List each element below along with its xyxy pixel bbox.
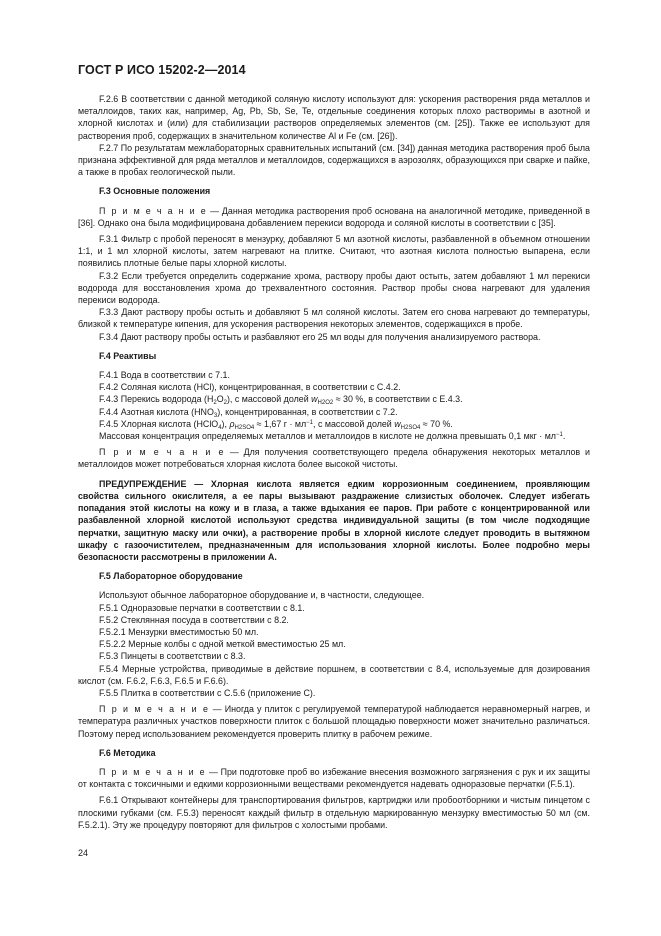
note-label: П р и м е ч а н и е	[99, 766, 207, 777]
paragraph-f2-7: F.2.7 По результатам межлабораторных сравнительных испытаний (см. [34]) данная методика растворения проб была признана эффективной для ряда металлов и металлоидов, содержащихся в аэрозолях, образующихся при сварке и пайке, а также в пробах геологической пыли.	[78, 142, 590, 178]
paragraph-f4-2: F.4.2 Соляная кислота (HCl), концентрированная, в соответствии с С.4.2.	[99, 382, 401, 393]
paragraph-f3-2: F.3.2 Если требуется определить содержание хрома, раствору пробы дают остыть, затем добавляют 1 мл перекиси водорода для восстановления хрома до трехвалентного состояния. Раствор пробы снова нагревают для удаления перекиси водорода.	[78, 270, 590, 306]
paragraph-f3-4: F.3.4 Дают раствору пробы остыть и разбавляют его 25 мл воды для получения анализируемого раствора.	[99, 331, 541, 342]
paragraph-f5-2: F.5.2 Стеклянная посуда в соответствии с 8.2.	[99, 614, 289, 625]
note-f3	[78, 205, 590, 229]
paragraph-f4-4: F.4.4 Азотная кислота $(HNO_3)$, концентрированная, в соответствии с 7.2.	[99, 406, 398, 419]
page-number: 24	[78, 848, 89, 858]
paragraph-f5-4: F.5.4 Мерные устройства, приводимые в действие поршнем, в соответствии с 8.4, используемые для дозирования кислот (см. F.6.2, F.6.3, F.6.5 и F.6.6).	[78, 663, 590, 686]
section-heading-f4: F.4 Реактивы	[99, 350, 157, 361]
paragraph-f5-5: F.5.5 Плитка в соответствии с С.5.6 (приложение С).	[99, 687, 316, 698]
section-heading-f6: F.6 Методика	[99, 747, 156, 758]
note-label: П р и м е ч а н и е	[99, 205, 208, 216]
section-heading-f3: F.3 Основные положения	[99, 186, 211, 197]
paragraph-f5-3: F.5.3 Пинцеты в соответствии с 8.3.	[99, 651, 246, 662]
note-f5	[78, 703, 590, 740]
paragraph-f4-1: F.4.1 Вода в соответствии с 7.1.	[99, 370, 230, 381]
paragraph-f3-1: F.3.1 Фильтр с пробой переносят в мензурку, добавляют 5 мл азотной кислоты, разбавленной в объемном отношении 1:1, и 1 мл хлорной кислоты, затем нагревают на плитке. Считают, что азотная кислота полностью выпарена, если появились плотные белые пары хлорной кислоты.	[78, 234, 590, 269]
note-text: — Данная методика растворения проб основана на аналогичной методике, приведенной в [36]. Однако она была модифицирована добавлением перекиси водорода и соляной кислоты в соответствии с [35].	[78, 205, 590, 228]
paragraph-f4-3: F.4.3 Перекись водорода $(H_2O_2)$, с массовой долей $w_{H2O2} \approx 30$ %, в соответствии с E.4.3.	[99, 394, 463, 407]
section-heading-f5: F.5 Лабораторное оборудование	[99, 571, 243, 582]
document-header: ГОСТ Р ИСО 15202-2—2014	[78, 63, 246, 77]
note-label: П р и м е ч а н и е	[99, 447, 225, 458]
paragraph-f2-6: F.2.6 В соответствии с данной методикой соляную кислоту используют для: ускорения растворения ряда металлов и металлоидов, таких как, например, Ag, Pb, Sb, Se, Te, отдельные соединения которых плохо растворимы в азотной и хлорной кислотах и (или) для стабилизации растворов определяемых элементов (см. [25]). Также ее используют для растворения проб, содержащих в значительном количестве Al и Fe (см. [26]).	[78, 94, 590, 141]
note-f6	[78, 766, 590, 790]
note-label: П р и м е ч а н и е	[99, 704, 210, 715]
note-text: — Для получения соответствующего предела обнаружения некоторых металлов и металлоидов может потребоваться хлорная кислота более высокой чистоты.	[78, 447, 590, 470]
warning-block: ПРЕДУПРЕЖДЕНИЕ — Хлорная кислота является едким коррозионным соединением, проявляющим свойства сильного окислителя, а ее пары вызывают раздражение слизистых оболочек. Следует избегать попадания этой кислоты на кожу и в глаза, а также вдыхания ее паров. При работе с концентрированной или разбавленной хлорной кислотой используют средства индивидуальной защиты (в том числе подходящие перчатки, защитную маску или очки), а растворение пробы в хлорной кислоте следует проводить в вытяжном шкафу с газоочистителем, предназначенным для использования хлорной кислоты. Более подробно меры безопасности рассмотрены в приложении А.	[78, 478, 590, 562]
paragraph-f5-1: F.5.1 Одноразовые перчатки в соответствии с 8.1.	[99, 602, 305, 613]
note-text: — Иногда у плиток с регулируемой температурой наблюдается неравномерный нагрев, и температура различных участков поверхности плиток с большой площадью поверхности может значительно различаться. Поэтому перед использованием рекомендуется проверить плитку в рабочем режиме.	[78, 704, 590, 739]
paragraph-f4-5-mass: Массовая концентрация определяемых металлов и металлоидов в кислоте не должна превышать 0,1 мкг · $мл^{-1}$.	[99, 431, 566, 442]
note-f4	[78, 446, 590, 470]
paragraph-f6-1: F.6.1 Открывают контейнеры для транспортирования фильтров, картриджи или пробоотборники и чистым пинцетом с плоскими губками (см. F.5.3) переносят каждый фильтр в отдельную маркированную мензурку вместимостью 50 мл (см. F.5.2.1). Эту же процедуру повторяют для фильтров с холостыми пробами.	[78, 795, 590, 830]
paragraph-f5-2-2: F.5.2.2 Мерные колбы с одной меткой вместимостью 25 мл.	[99, 639, 346, 650]
document-body	[78, 93, 590, 831]
paragraph-f5-intro: Используют обычное лабораторное оборудование и, в частности, следующее.	[99, 590, 425, 601]
note-text: — При подготовке проб во избежание внесения возможного загрязнения с рук и их защиты от контакта с токсичными и едкими коррозионными веществами рекомендуется надевать одноразовые перчатки (F.5.1).	[78, 766, 590, 790]
paragraph-f3-3: F.3.3 Дают раствору пробы остыть и добавляют 5 мл соляной кислоты. Затем его снова нагревают до температуры, близкой к температуре кипения, для ускорения растворения некоторых элементов, содержащихся в пробе.	[78, 307, 590, 330]
paragraph-f4-5: F.4.5 Хлорная кислота (HClO$_4$), $\rho_{H2SO4} \approx 1,67$ $г \cdot мл^{-1}$, с массовой долей $w_{H2SO4} \approx 70$ %.	[99, 418, 453, 431]
paragraph-f5-2-1: F.5.2.1 Мензурки вместимостью 50 мл.	[99, 626, 259, 637]
